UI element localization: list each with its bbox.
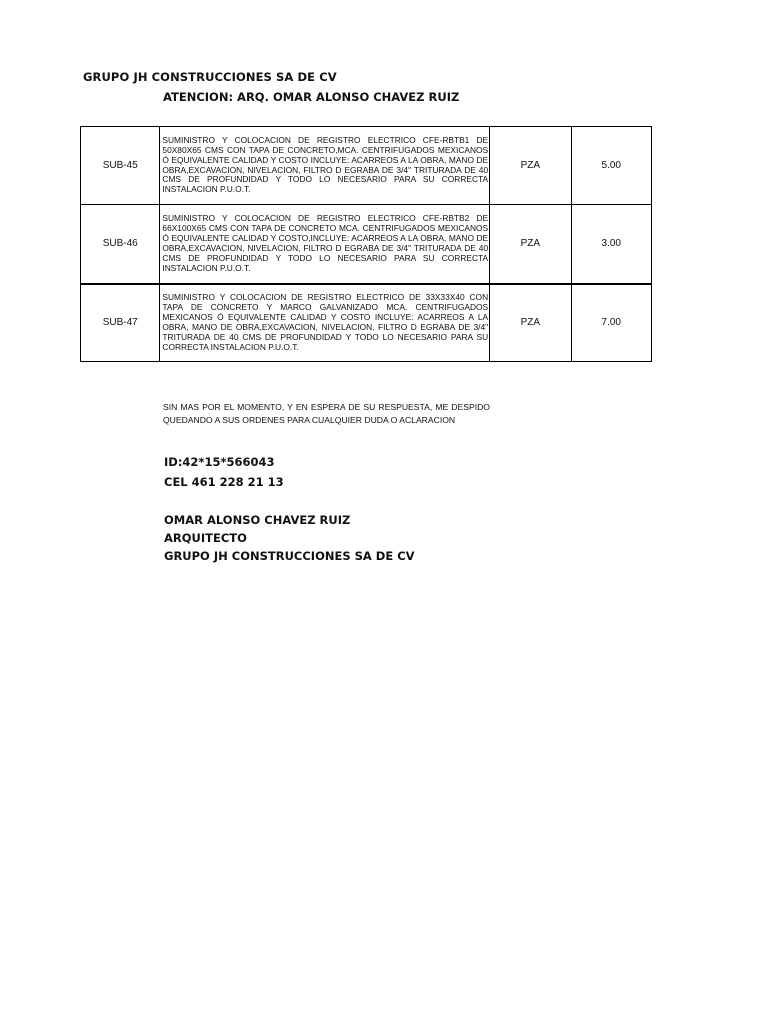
items-table	[80, 126, 652, 362]
item-code: SUB-45	[81, 127, 160, 205]
id-number: ID:42*15*566043	[164, 455, 275, 469]
item-description: SUMINISTRO Y COLOCACION DE REGISTRO ELECTRICO CFE-RBTB2 DE 66X100X65 CMS CON TAPA DE CONCRETO MCA. CENTRIFUGADOS MEXICANOS Ó EQUIVALENTE CALIDAD Y COSTO,INCLUYE: ACARREOS A LA OBRA, MANO DE OBRA,EXCAVACION, NIVELACION, FILTRO D EGRABA DE 3/4" TRITURADA DE 40 CMS DE PROFUNDIDAD Y TODO LO NECESARIO PARA SU CORRECTA INSTALACION P.U.O.T.	[160, 205, 490, 284]
company-heading: GRUPO JH CONSTRUCCIONES SA DE CV	[83, 70, 337, 84]
item-unit: PZA	[490, 284, 571, 362]
item-code: SUB-47	[81, 284, 160, 362]
table-row	[81, 127, 652, 205]
table-row	[81, 205, 652, 284]
closing-message: SIN MAS POR EL MOMENTO, Y EN ESPERA DE SU RESPUESTA, ME DESPIDO QUEDANDO A SUS ORDENES PARA CUALQUIER DUDA O ACLARACION	[163, 402, 490, 425]
signer-title: ARQUITECTO	[164, 531, 247, 545]
item-description: SUMINISTRO Y COLOCACION DE REGISTRO ELECTRICO DE 33X33X40 CON TAPA DE CONCRETO Y MARCO GALVANIZADO MCA. CENTRIFUGADOS MEXICANOS Ó EQUIVALENTE CALIDAD Y COSTO INCLUYE: ACARREOS A LA OBRA, MANO DE OBRA,EXCAVACION, NIVELACION, FILTRO D EGRABA DE 3/4" TRITURADA DE 40 CMS DE PROFUNDIDAD Y TODO LO NECESARIO PARA SU CORRECTA INSTALACION P.U.O.T.	[160, 284, 490, 362]
item-quantity: 7.00	[571, 284, 651, 362]
item-unit: PZA	[490, 205, 571, 284]
table-row	[81, 284, 652, 362]
signer-name: OMAR ALONSO CHAVEZ RUIZ	[164, 513, 351, 527]
signer-company: GRUPO JH CONSTRUCCIONES SA DE CV	[164, 549, 415, 563]
item-description: SUMINISTRO Y COLOCACION DE REGISTRO ELECTRICO CFE-RBTB1 DE 50X80X65 CMS CON TAPA DE CONCRETO,MCA. CENTRIFUGADOS MEXICANOS Ó EQUIVALENTE CALIDAD Y COSTO INCLUYE: ACARREOS A LA OBRA, MANO DE OBRA,EXCAVACION, NIVELACION, FILTRO D EGRABA DE 3/4" TRITURADA DE 40 CMS DE PROFUNDIDAD Y TODO LO NECESARIO PARA SU CORRECTA INSTALACION P.U.O.T.	[160, 127, 490, 205]
item-quantity: 3.00	[571, 205, 651, 284]
item-unit: PZA	[490, 127, 571, 205]
cell-phone: CEL 461 228 21 13	[164, 475, 284, 489]
item-quantity: 5.00	[571, 127, 651, 205]
item-code: SUB-46	[81, 205, 160, 284]
attention-line: ATENCION: ARQ. OMAR ALONSO CHAVEZ RUIZ	[163, 90, 460, 104]
